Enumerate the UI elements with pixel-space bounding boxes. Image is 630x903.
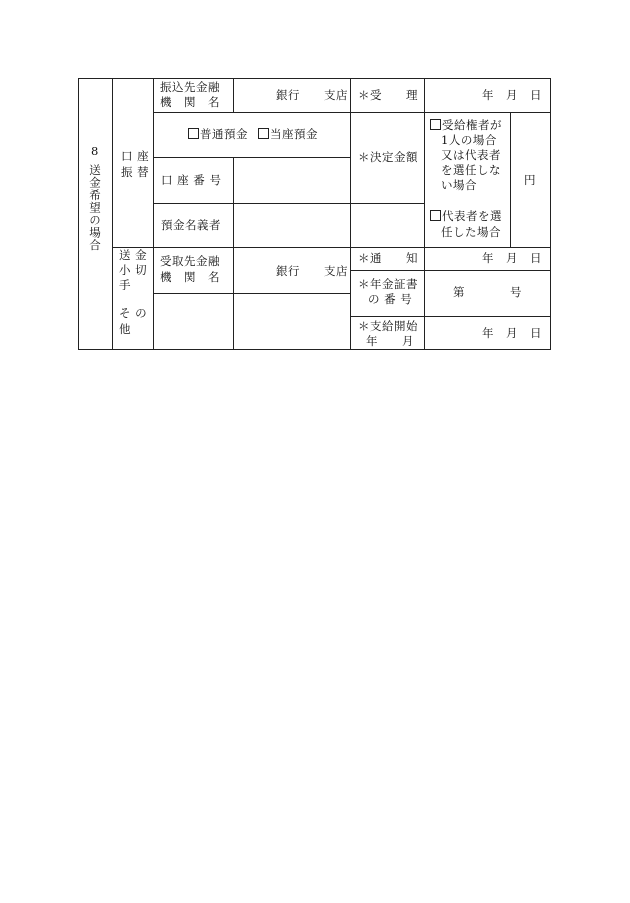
money-order-label-1: 送 金 <box>119 248 148 262</box>
rule-r6 <box>153 293 350 294</box>
payment-start-label-2: 年 月 <box>366 334 414 348</box>
cert-go: 号 <box>510 285 522 299</box>
border-right <box>550 78 551 350</box>
representative-line-2: 任した場合 <box>441 225 501 239</box>
other-label-1: そ の <box>119 306 148 320</box>
transfer-bank-unit: 銀行 <box>276 88 300 102</box>
pension-cert-label-1: ＊年金証書 <box>358 277 418 291</box>
single-claimant-line-4: を選任しな <box>441 163 501 177</box>
account-number-label: 口 座 番 号 <box>161 173 222 187</box>
receipt-day: 日 <box>530 88 542 102</box>
checkbox-icon <box>430 119 441 130</box>
receiving-bank-label-2: 機 関 名 <box>160 270 220 284</box>
account-transfer-label-1: 口 座 <box>121 149 150 163</box>
notice-day: 日 <box>530 251 542 265</box>
border-top <box>78 78 551 79</box>
col-1 <box>112 78 113 350</box>
single-claimant-line-2: 1人の場合 <box>441 133 497 147</box>
checkbox-icon <box>430 210 441 221</box>
receipt-month: 月 <box>506 88 518 102</box>
col-6 <box>510 112 511 247</box>
border-bottom <box>78 349 551 350</box>
rule-r2 <box>153 157 350 158</box>
receipt-year: 年 <box>482 88 494 102</box>
transfer-bank-label-1: 振込先金融 <box>160 80 220 94</box>
checkbox-icon <box>188 128 199 139</box>
start-month: 月 <box>506 326 518 340</box>
remittance-form <box>78 78 551 350</box>
single-claimant-option[interactable]: 受給権者が <box>430 118 502 133</box>
representative-option[interactable]: 代表者を選 <box>430 209 502 224</box>
checkbox-icon <box>258 128 269 139</box>
col-4 <box>350 78 351 350</box>
single-claimant-line-5: い場合 <box>441 178 477 192</box>
col-3a <box>233 78 234 112</box>
receiving-bank-unit: 銀行 <box>276 264 300 278</box>
receiving-branch-unit: 支店 <box>324 264 348 278</box>
cert-dai: 第 <box>453 285 465 299</box>
rule-r5 <box>350 270 551 271</box>
transfer-bank-label-2: 機 関 名 <box>160 95 220 109</box>
rule-r4 <box>112 247 551 248</box>
account-holder-label: 預金名義者 <box>161 218 221 232</box>
deposit-ordinary-option[interactable]: 普通預金 <box>188 127 248 142</box>
start-day: 日 <box>530 326 542 340</box>
notice-month: 月 <box>506 251 518 265</box>
start-year: 年 <box>482 326 494 340</box>
pension-cert-label-2: の 番 号 <box>368 292 413 306</box>
rule-r1 <box>153 112 551 113</box>
single-claimant-line-3: 又は代表者 <box>441 148 501 162</box>
notice-year: 年 <box>482 251 494 265</box>
decision-amount-label: ＊決定金額 <box>358 150 418 164</box>
section-number: 8 <box>91 144 99 158</box>
col-2 <box>153 78 154 350</box>
money-order-label-2: 小 切 <box>119 263 148 277</box>
receipt-label: ＊受 理 <box>358 88 418 102</box>
rule-r3 <box>153 203 424 204</box>
account-transfer-label-2: 振 替 <box>121 165 150 179</box>
money-order-label-3: 手 <box>119 278 131 292</box>
col-5 <box>424 78 425 350</box>
yen-unit: 円 <box>524 173 536 187</box>
rule-r7 <box>350 316 551 317</box>
transfer-branch-unit: 支店 <box>324 88 348 102</box>
border-left <box>78 78 79 350</box>
payment-start-label-1: ＊支給開始 <box>358 319 418 333</box>
section-title: 送金希望の場合 <box>88 164 102 252</box>
notice-label: ＊通 知 <box>358 251 418 265</box>
deposit-current-option[interactable]: 当座預金 <box>258 127 318 142</box>
receiving-bank-label-1: 受取先金融 <box>160 254 220 268</box>
other-label-2: 他 <box>119 322 131 336</box>
col-3b <box>233 157 234 349</box>
